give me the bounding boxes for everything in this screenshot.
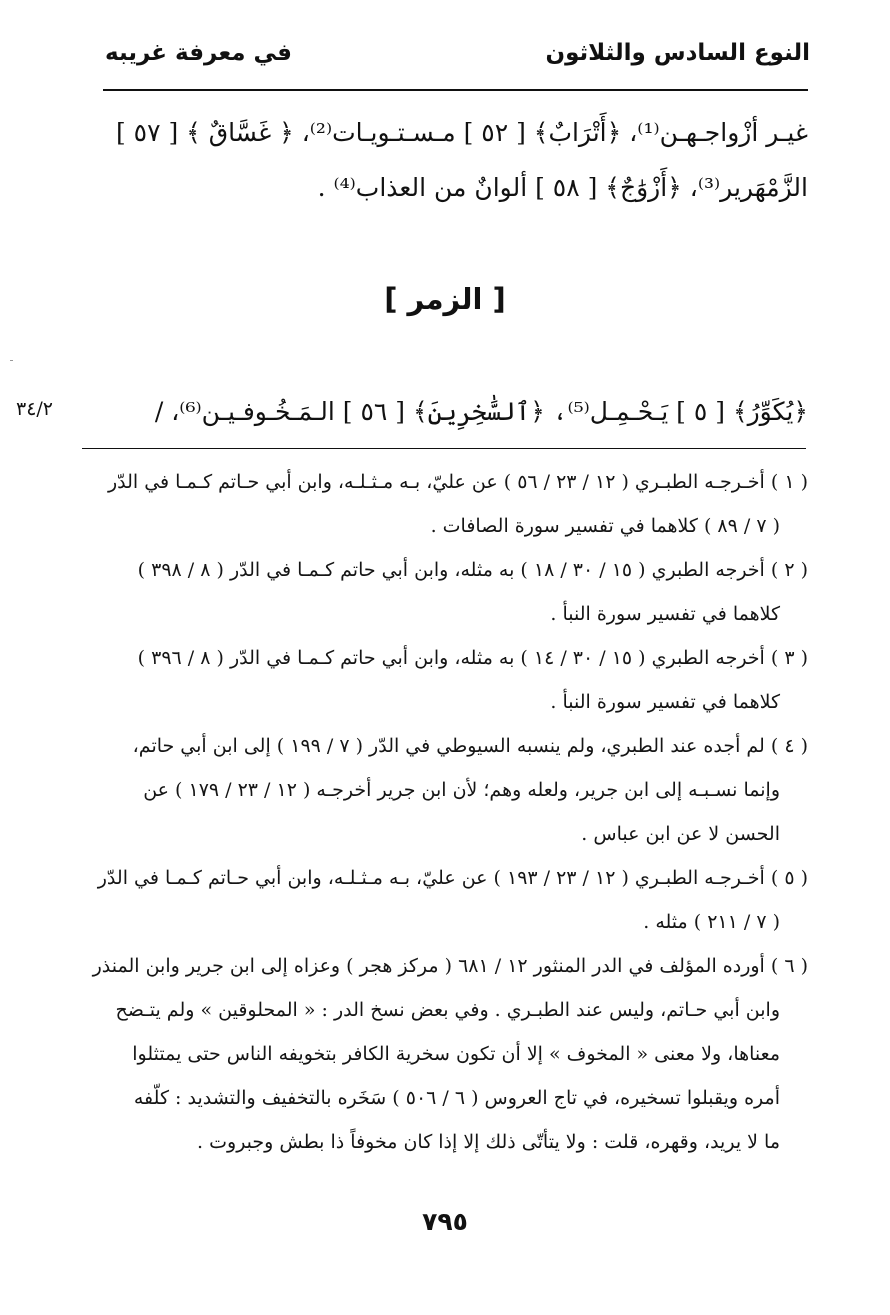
- footnote-separator: [82, 448, 806, 449]
- margin-tick: [10, 360, 13, 361]
- footnote-3-line-2: كلاهما في تفسير سورة النبأ .: [550, 691, 780, 713]
- footnote-6-line-4: أمره ويقبلوا تسخيره، في تاج العروس ( ٦ / ٥٠٦ ) سَخَره بالتخفيف والتشديد : كلّفه: [133, 1087, 780, 1109]
- footnote-5-line-1: ( ٥ ) أخـرجـه الطبـري ( ١٢ / ٢٣ / ١٩٣ ) عن عليّ، بـه مـثـلـه، وابن أبي حـاتم كـمـا في الدّر: [97, 867, 808, 889]
- footnote-5-line-2: ( ٧ / ٢١١ ) مثله .: [643, 911, 780, 933]
- running-header-section: في معرفة غريبه: [105, 40, 292, 66]
- body-line-1: غيـر أزْواجـهـن⁽¹⁾، ﴿أَتْرَابٌ﴾ [ ٥٢ ] مـسـتـويـات⁽²⁾، ﴿ غَسَّاقٌ ﴾ [ ٥٧ ]: [115, 118, 808, 147]
- margin-reference: ٣٤/٢: [16, 398, 54, 420]
- footnote-3-line-1: ( ٣ ) أخرجه الطبري ( ١٥ / ٣٠ / ١٤ ) به مثله، وابن أبي حاتم كـمـا في الدّر ( ٨ / ٣٩٦ ): [137, 647, 808, 669]
- footnote-4-line-3: الحسن لا عن ابن عباس .: [581, 823, 780, 845]
- footnote-6-line-5: ما لا يريد، وقهره، قلت : ولا يتأتّى ذلك إلا إذا كان مخوفاً ذا بطش وجبروت .: [197, 1131, 780, 1153]
- header-rule: [103, 89, 808, 91]
- footnote-4-line-1: ( ٤ ) لم أجده عند الطبري، ولم ينسبه السيوطي في الدّر ( ٧ / ١٩٩ ) إلى ابن أبي حاتم،: [132, 735, 808, 757]
- footnote-2-line-2: كلاهما في تفسير سورة النبأ .: [550, 603, 780, 625]
- footnote-4-line-2: وإنما نسـبـه إلى ابن جرير، ولعله وهم؛ لأن ابن جرير أخرجـه ( ١٢ / ٢٣ / ١٧٩ ) عن: [143, 779, 780, 801]
- page-number: ٧٩٥: [422, 1207, 468, 1236]
- surah-heading: [ الزمر ]: [384, 282, 506, 316]
- footnote-1-line-2: ( ٧ / ٨٩ ) كلاهما في تفسير سورة الصافات .: [430, 515, 780, 537]
- footnote-1-line-1: ( ١ ) أخـرجـه الطبـري ( ١٢ / ٢٣ / ٥٦ ) عن عليّ، بـه مـثـلـه، وابن أبي حـاتم كـمـا في الدّر: [107, 471, 808, 493]
- footnote-2-line-1: ( ٢ ) أخرجه الطبري ( ١٥ / ٣٠ / ١٨ ) به مثله، وابن أبي حاتم كـمـا في الدّر ( ٨ / ٣٩٨ ): [137, 559, 808, 581]
- footnote-6-line-2: وابن أبي حـاتم، وليس عند الطبـري . وفي بعض نسخ الدر : « المحلوقين » ولم يتـضح: [115, 999, 780, 1021]
- verse-line: ﴿يُكَوِّرُ﴾ [ ٥ ] يَـحْـمِـل⁽⁵⁾، ﴿ٱلسَّٰخِرِينَ﴾ [ ٥٦ ] الـمَـخُـوفـيـن⁽⁶⁾، /: [154, 397, 808, 426]
- footnote-6-line-3: معناها، ولا معنى « المخوف » إلا أن تكون سخرية الكافر بتخويفه الناس حتى يمتثلوا: [132, 1043, 780, 1065]
- footnote-6-line-1: ( ٦ ) أورده المؤلف في الدر المنثور ١٢ / ٦٨١ ( مركز هجر ) وعزاه إلى ابن جرير وابن المنذر: [92, 955, 808, 977]
- body-line-2: الزَّمْهَرير⁽³⁾، ﴿أَزْوَٰجٌ﴾ [ ٥٨ ] ألوانٌ من العذاب⁽⁴⁾ .: [317, 173, 808, 202]
- running-header-chapter: النوع السادس والثلاثون: [545, 40, 810, 66]
